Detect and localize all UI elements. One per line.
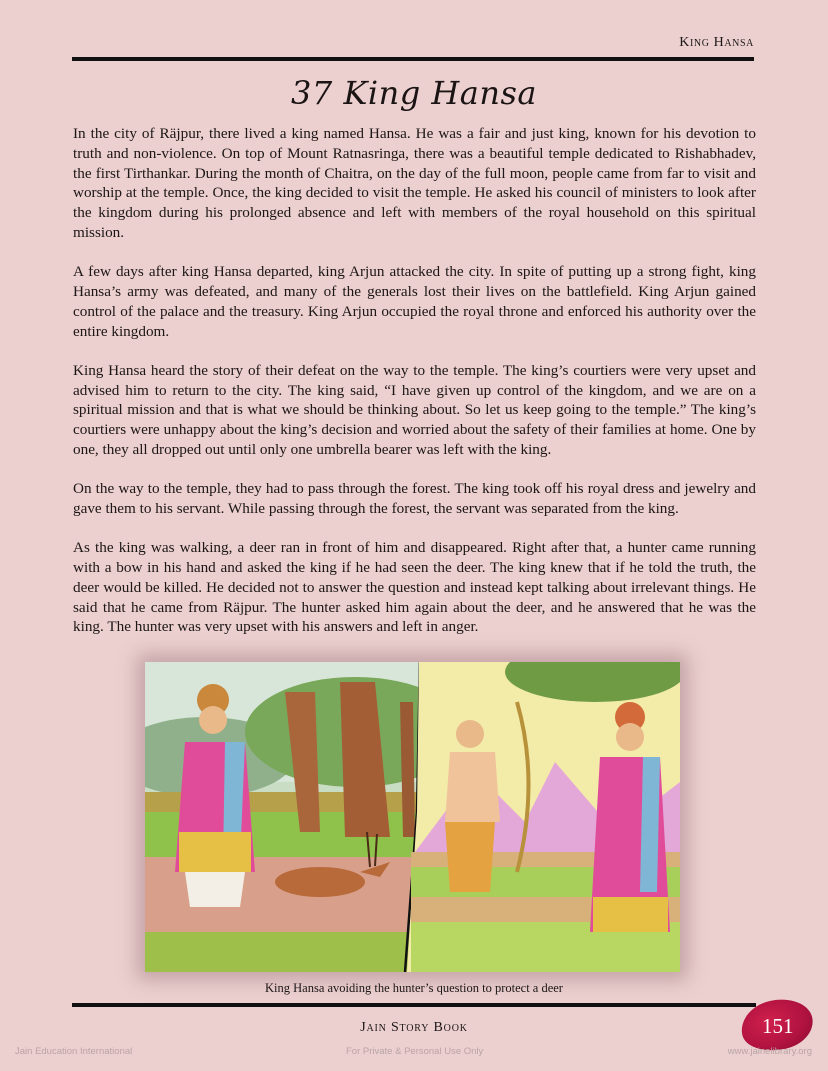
watermark-left: Jain Education International bbox=[15, 1046, 133, 1057]
page-number: 151 bbox=[762, 1014, 794, 1038]
story-body bbox=[73, 124, 756, 656]
footer-book-title: Jain Story Book bbox=[360, 1020, 468, 1035]
paragraph: On the way to the temple, they had to pass through the forest. The king took off his royal dress and jewelry and gave them to his servant. While passing through the forest, the servant was separated from the king. bbox=[73, 480, 756, 517]
paragraph: King Hansa heard the story of their defeat on the way to the temple. The king’s courtiers were very upset and advised him to return to the city. The king said, “I have given up control of the kingdom, and we are on a spiritual mission and that is what we should be thinking about. So let us keep going to the temple.” The king’s courtiers were unhappy about the king’s decision and worried about the safety of their families at home. One by one, they all dropped out until only one umbrella bearer was left with the king. bbox=[73, 361, 756, 458]
bottom-rule bbox=[72, 1003, 756, 1007]
top-rule bbox=[72, 57, 754, 61]
story-title: 37 King Hansa bbox=[291, 74, 537, 112]
watermark-center: For Private & Personal Use Only bbox=[346, 1046, 484, 1057]
figure-caption: King Hansa avoiding the hunter’s question to protect a deer bbox=[265, 981, 563, 995]
story-illustration bbox=[145, 662, 680, 972]
paragraph: As the king was walking, a deer ran in front of him and disappeared. Right after that, a hunter came running with a bow in his hand and asked the king if he had seen the deer. The king knew that if he told the truth, the deer would be killed. He decided not to answer the question and instead kept talking about irrelevant things. He said that he came from Räjpur. The hunter asked him again about the deer, and he answered that he was the king. The hunter was very upset with his answers and left in anger. bbox=[73, 539, 756, 636]
watermark-right[interactable]: www.jainelibrary.org bbox=[727, 1046, 812, 1057]
paragraph: A few days after king Hansa departed, king Arjun attacked the city. In spite of putting up a strong fight, king Hansa’s army was defeated, and many of the generals lost their lives on the battlefield. King Arjun gained control of the palace and the treasury. King Arjun occupied the royal throne and enforced his authority over the entire kingdom. bbox=[73, 263, 756, 340]
running-head: King Hansa bbox=[679, 35, 754, 50]
paragraph: In the city of Räjpur, there lived a king named Hansa. He was a fair and just king, known for his devotion to truth and non-violence. On top of Mount Ratnasringa, there was a beautiful temple dedicated to Rishabhadev, the first Tirthankar. During the month of Chaitra, on the day of the full moon, people came from far to visit and worship at the temple. Once, the king decided to visit the temple. He asked his council of ministers to look after the kingdom during his prolonged absence and left with members of the royal household on this spiritual mission. bbox=[73, 125, 756, 241]
